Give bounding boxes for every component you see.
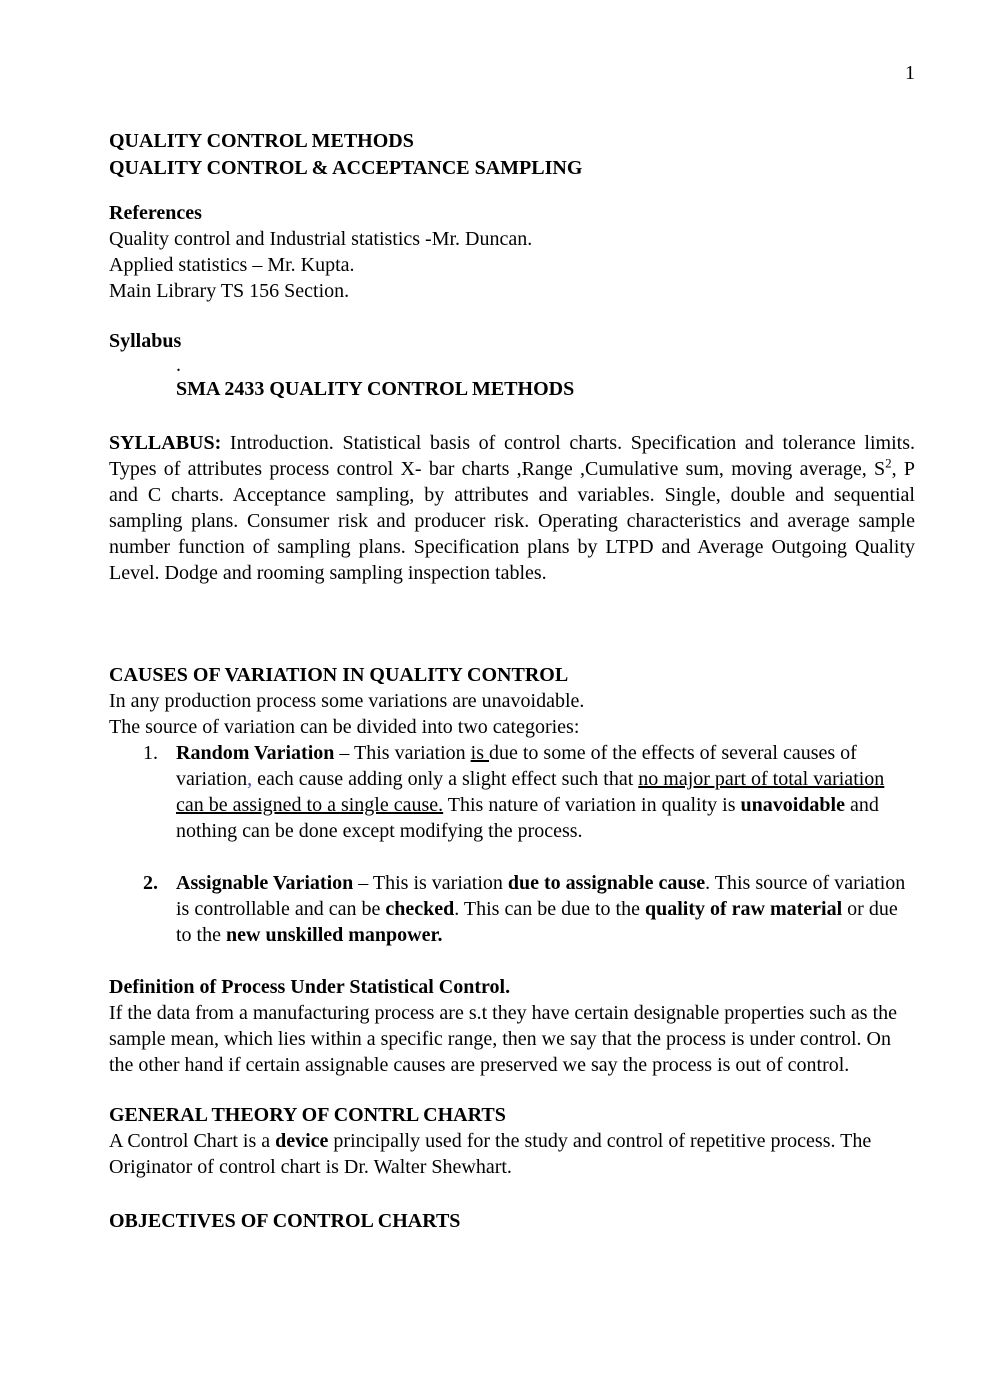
causes-intro-line-1: In any production process some variations are unavoidable. xyxy=(109,690,585,712)
list-item-random-variation xyxy=(109,740,915,844)
item1-underlined-clause: no major part of total variation can be assigned to a single cause. xyxy=(176,768,885,816)
item1-text: due to some of the effects of several causes of variation xyxy=(176,742,857,790)
page-number: 1 xyxy=(905,62,915,84)
reference-item: Applied statistics – Mr. Kupta. xyxy=(109,254,355,276)
title-line-2: QUALITY CONTROL & ACCEPTANCE SAMPLING xyxy=(109,157,583,179)
syllabus-text-after-sup: , P and C charts. Acceptance sampling, by attributes and variables. Single, double and sequential sampling plans. Consumer risk and producer risk. Operating characteristics and average sample number function of sampling plans. Specification plans by LTPD and Average Outgoing Quality Level. Dodge and rooming sampling inspection tables. xyxy=(109,458,916,584)
list-number-1: 1. xyxy=(143,742,158,764)
causes-heading: CAUSES OF VARIATION IN QUALITY CONTROL xyxy=(109,664,569,686)
definition-section xyxy=(109,974,915,1078)
reference-item: Main Library TS 156 Section. xyxy=(109,280,350,302)
item1-text: each cause adding only a slight effect such that xyxy=(252,768,639,790)
references-heading: References xyxy=(109,202,202,224)
item2-bold-checked: checked xyxy=(385,898,455,920)
item2-bold-cause: due to assignable cause xyxy=(507,872,706,894)
item1-artifact-comma: , xyxy=(247,768,253,790)
causes-section xyxy=(109,662,915,948)
item1-bold-unavoidable: unavoidable xyxy=(740,794,845,816)
list-number-2: 2. xyxy=(143,872,158,894)
objectives-heading: OBJECTIVES OF CONTROL CHARTS xyxy=(109,1210,461,1232)
item2-bold-manpower: new unskilled manpower. xyxy=(226,924,443,946)
syllabus-heading: Syllabus xyxy=(109,330,182,352)
general-theory-text: principally used for the study and control of repetitive process. The Originator of control chart is Dr. Walter Shewhart. xyxy=(109,1130,872,1178)
general-theory-heading: GENERAL THEORY OF CONTRL CHARTS xyxy=(109,1104,506,1126)
syllabus-text-before-sup: Introduction. Statistical basis of control charts. Specification and tolerance limits. Types of attributes process control X- bar charts ,Range ,Cumulative sum, moving average, S xyxy=(109,432,915,480)
list-item-assignable-variation xyxy=(109,870,915,948)
superscript-2: 2 xyxy=(885,455,892,471)
syllabus-label: SYLLABUS: xyxy=(109,432,222,454)
general-theory-bold-device: device xyxy=(275,1130,329,1152)
item2-text: . This can be due to the xyxy=(454,898,645,920)
syllabus-paragraph xyxy=(109,430,915,586)
references-section xyxy=(109,200,915,304)
reference-item: Quality control and Industrial statistics -Mr. Duncan. xyxy=(109,228,533,250)
course-title: SMA 2433 QUALITY CONTROL METHODS xyxy=(176,378,575,400)
syllabus-section xyxy=(109,328,915,402)
definition-heading: Definition of Process Under Statistical Control. xyxy=(109,976,511,998)
document-title xyxy=(109,128,915,182)
general-theory-text: A Control Chart is a xyxy=(109,1130,276,1152)
item2-text: – This is variation xyxy=(353,872,508,894)
item2-text: or due to the xyxy=(176,898,898,946)
stray-period: . xyxy=(176,354,181,376)
general-theory-body xyxy=(109,1128,915,1180)
assignable-variation-term: Assignable Variation xyxy=(176,872,354,894)
item2-text: . This source of variation is controllable and can be xyxy=(176,872,906,920)
item1-underlined-is: is xyxy=(470,742,489,764)
item2-bold-raw-material: quality of raw material xyxy=(644,898,843,920)
general-theory-section xyxy=(109,1102,915,1180)
causes-intro-line-2: The source of variation can be divided into two categories: xyxy=(109,716,580,738)
random-variation-term: Random Variation xyxy=(176,742,335,764)
item1-text: and nothing can be done except modifying the process. xyxy=(176,794,879,842)
item1-text: – This variation xyxy=(334,742,471,764)
title-line-1: QUALITY CONTROL METHODS xyxy=(109,130,414,152)
item1-text: This nature of variation in quality is xyxy=(443,794,741,816)
definition-body: If the data from a manufacturing process are s.t they have certain designable properties such as the sample mean, which lies within a specific range, then we say that the process is under control. On the other hand if certain assignable causes are preserved we say the process is out of control. xyxy=(109,1002,898,1076)
